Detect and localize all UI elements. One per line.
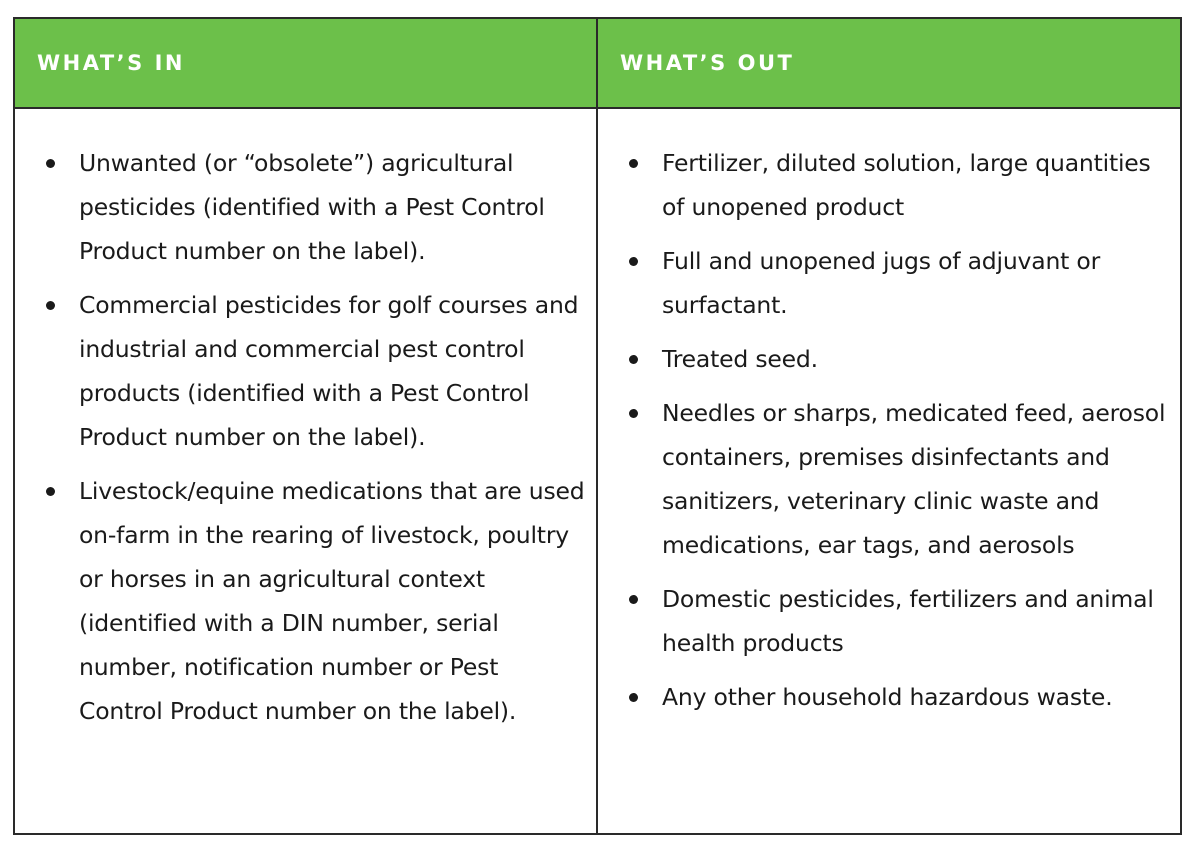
bullet-dot-icon [629,159,638,168]
list-item [45,283,588,459]
header-label-whats-in: WHAT’S IN [37,50,185,75]
bullet-dot-icon [46,301,55,310]
bullet-dot-icon [629,257,638,266]
list-item-text: Fertilizer, diluted solution, large quantities of unopened product [662,149,1151,221]
whats-out-cell [598,109,1180,833]
bullet-dot-icon [629,355,638,364]
header-whats-out [598,19,1180,109]
list-item-text: Livestock/equine medications that are used on-farm in the rearing of livestock, poultry or horses in an agricultural context (identified with a DIN number, serial number, notification number or Pest Control Product number on the label). [79,477,585,725]
list-item-text: Any other household hazardous waste. [662,683,1113,711]
list-item [628,239,1172,327]
list-item [628,577,1172,665]
list-item [628,141,1172,229]
list-item [45,141,588,273]
whats-in-list [45,141,588,733]
list-item-text: Unwanted (or “obsolete”) agricultural pesticides (identified with a Pest Control Product number on the label). [79,149,545,265]
list-item-text: Treated seed. [662,345,818,373]
whats-out-list [628,141,1172,719]
header-label-whats-out: WHAT’S OUT [620,50,795,75]
bullet-dot-icon [46,487,55,496]
bullet-dot-icon [629,693,638,702]
list-item-text: Commercial pesticides for golf courses and industrial and commercial pest control products (identified with a Pest Control Product number on the label). [79,291,579,451]
bullet-dot-icon [629,409,638,418]
list-item-text: Full and unopened jugs of adjuvant or surfactant. [662,247,1101,319]
bullet-dot-icon [46,159,55,168]
whats-in-whats-out-table [13,17,1182,835]
list-item-text: Needles or sharps, medicated feed, aerosol containers, premises disinfectants and sanitizers, veterinary clinic waste and medications, ear tags, and aerosols [662,399,1166,559]
list-item [628,675,1172,719]
header-whats-in [15,19,598,109]
list-item [45,469,588,733]
whats-in-cell [15,109,598,833]
list-item [628,391,1172,567]
bullet-dot-icon [629,595,638,604]
list-item-text: Domestic pesticides, fertilizers and animal health products [662,585,1154,657]
list-item [628,337,1172,381]
